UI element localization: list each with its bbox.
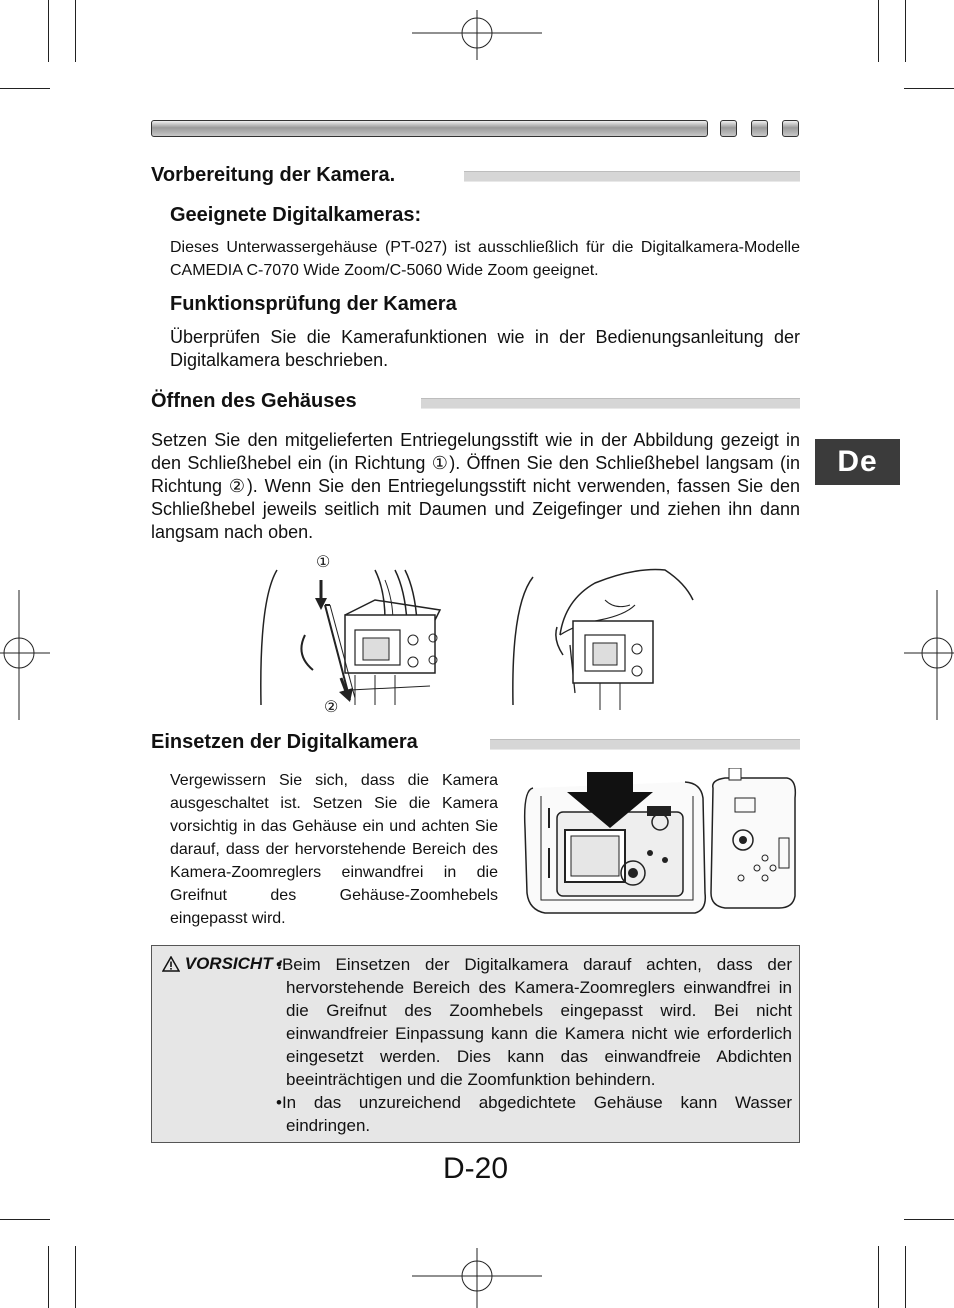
caution-item: •Beim Einsetzen der Digitalkamera darauf achten, dass der hervorstehende Bereich des Kamera-Zoomreglers einwandfrei in die Greifnut des Zoomhebels eingepasst wird. Bei nicht einwandfreier Einpassung kann die Kamera nicht wie erforderlich eingesetzt werden. Dies kann das einwandfreie Abdichten beeinträchtigen und die Zoomfunktion behindern. (276, 955, 792, 1089)
function-text: Überprüfen Sie die Kamerafunktionen wie in der Bedienungsanleitung der Digitalkamera beschrieben. (170, 327, 800, 370)
registration-mark-right (904, 590, 954, 720)
suitable-text: Dieses Unterwassergehäuse (PT-027) ist ausschließlich für die Digitalkamera-Modelle CAMEDIA C-7070 Wide Zoom/C-5060 Wide Zoom geeignet. (170, 239, 800, 279)
direction-marker-2: ② (228, 476, 247, 496)
header-square-1 (720, 120, 737, 137)
opening-text-part-1: Setzen Sie den mitgelieferten Entriegelungsstift wie in der Abbildung gezeigt in den Schließhebel ein (in Richtung (151, 430, 800, 473)
page-number: D-20 (443, 1152, 509, 1185)
registration-mark-bottom (412, 1248, 542, 1308)
warning-icon (162, 956, 180, 972)
subsection-title-suitable: Geeignete Digitalkameras: (170, 204, 422, 226)
section-title-preparation: Vorbereitung der Kamera. (151, 164, 396, 186)
section-title-inserting: Einsetzen der Digitalkamera (151, 731, 418, 753)
opening-text (151, 429, 800, 544)
header-square-2 (751, 120, 768, 137)
figure-label-1: ① (316, 554, 331, 571)
direction-marker-1: ① (431, 453, 450, 473)
opening-text-part-2: ). Öffnen Sie den Schließhebel langsam (in Richtung (151, 453, 801, 496)
section-rule (464, 171, 800, 182)
registration-mark-left (0, 590, 50, 720)
language-tab: De (815, 439, 900, 485)
caution-label-text: VORSICHT : (184, 954, 283, 973)
subsection-title-function: Funktionsprüfung der Kamera (170, 293, 457, 315)
header-square-3 (782, 120, 799, 137)
section-rule (490, 739, 800, 750)
header-bar (151, 120, 708, 137)
inserting-text: Vergewissern Sie sich, dass die Kamera ausgeschaltet ist. Setzen Sie die Kamera vorsichtig in das Gehäuse ein und achten Sie darauf, dass der hervorstehende Bereich des Kamera-Zoomreglers einwandfrei in die Greifnut des Gehäuse-Zoomhebels eingepasst wird. (170, 772, 498, 927)
caution-list (276, 953, 792, 1137)
section-title-opening: Öffnen des Gehäuses (151, 390, 357, 412)
opening-text-part-3: ). Wenn Sie den Entriegelungsstift nicht verwenden, fassen Sie den Schließhebel jeweils seitlich mit Daumen und Zeigefinger und ziehen ihn dann langsam nach oben. (151, 476, 801, 542)
section-rule (421, 398, 800, 409)
caution-item: •In das unzureichend abgedichtete Gehäuse kann Wasser eindringen. (276, 1093, 792, 1135)
latch-release-illustration (255, 560, 455, 720)
registration-mark-top (412, 10, 542, 60)
caution-label (162, 954, 283, 974)
finger-release-illustration (505, 565, 700, 715)
camera-insert-illustration (515, 768, 797, 928)
figure-label-2: ② (324, 699, 339, 716)
caution-box (151, 945, 800, 1143)
